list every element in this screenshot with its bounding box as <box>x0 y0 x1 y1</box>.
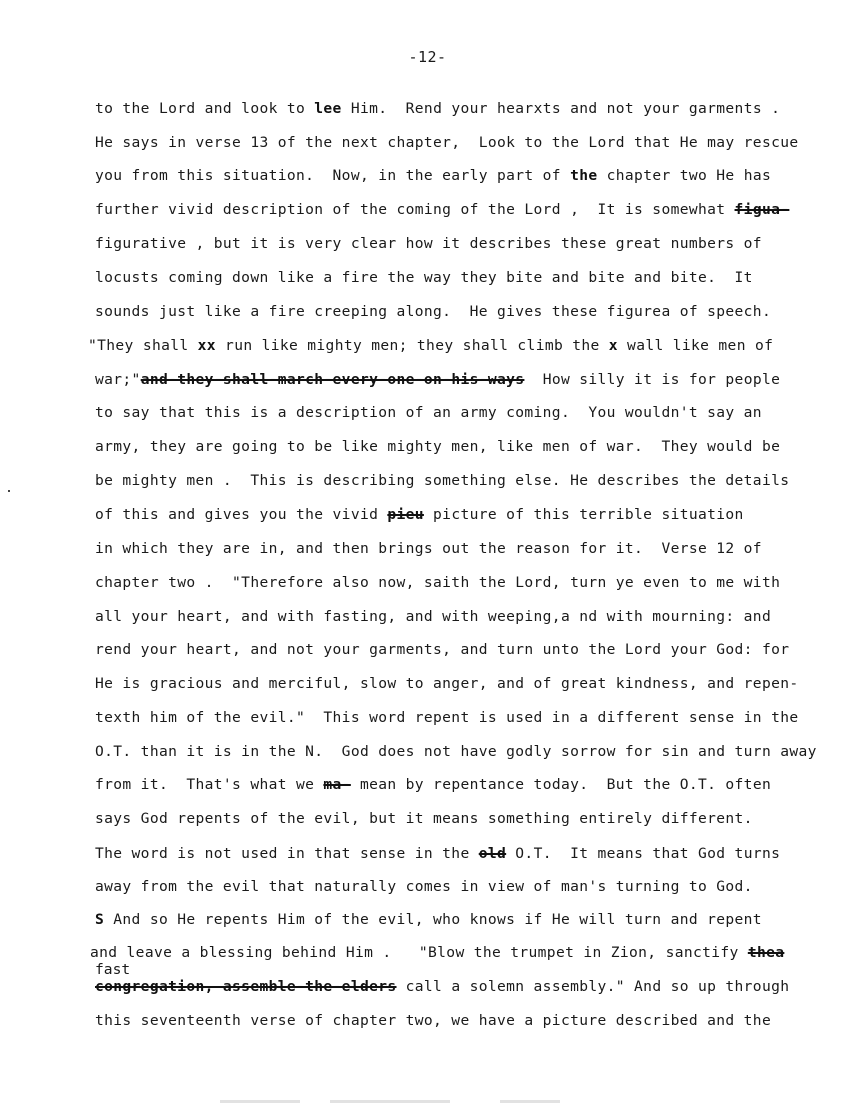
text-segment: of this and gives you the vivid <box>95 506 388 523</box>
text-line <box>95 98 780 120</box>
overtyped-text: lee <box>314 100 342 117</box>
text-segment: army, they are going to be like mighty men, like men of war. They would be <box>95 438 781 455</box>
text-line <box>95 267 753 289</box>
text-segment: figurative , but it is very clear how it describes these great numbers of <box>95 235 762 252</box>
text-segment: wall like men of <box>617 337 774 354</box>
text-segment: to the Lord and look to <box>95 100 315 117</box>
struck-text: old <box>478 845 507 862</box>
text-line <box>95 470 789 492</box>
text-segment: picture of this terrible situation <box>423 506 744 523</box>
text-segment: locusts coming down like a fire the way they bite and bite and bite. It <box>95 269 753 286</box>
text-segment: O.T. than it is in the N. God does not have godly sorrow for sin and turn away <box>95 743 817 760</box>
text-segment: war;" <box>95 371 141 388</box>
text-segment: "They shall <box>88 337 198 354</box>
text-segment: this seventeenth verse of chapter two, we have a picture described and the <box>95 1012 772 1029</box>
struck-text: and-they-shall-march-every-one-on-his-ways <box>140 371 525 388</box>
text-line <box>95 301 771 323</box>
text-line <box>95 504 744 526</box>
scan-noise <box>220 1100 300 1103</box>
text-line <box>95 707 799 729</box>
struck-text: pieu <box>387 506 424 523</box>
text-line <box>95 369 780 391</box>
text-segment: further vivid description of the coming of the Lord , It is somewhat <box>95 201 735 218</box>
text-line <box>95 876 753 898</box>
text-segment: sounds just like a fire creeping along. He gives these figurea of speech. <box>95 303 772 320</box>
text-segment: and leave a blessing behind Him . "Blow the trumpet in Zion, sanctify <box>90 944 748 961</box>
struck-text: thea <box>747 944 785 961</box>
text-segment: How silly it is for people <box>524 371 781 388</box>
text-line <box>95 132 799 154</box>
text-line <box>95 808 753 830</box>
text-segment: all your heart, and with fasting, and with weeping,a nd with mourning: and <box>95 608 772 625</box>
text-line <box>88 335 773 357</box>
text-line <box>95 606 771 628</box>
text-segment: chapter two He has <box>597 167 772 184</box>
text-line <box>95 402 762 424</box>
text-segment: in which they are in, and then brings out the reason for it. Verse 12 of <box>95 540 762 557</box>
text-line <box>95 199 789 221</box>
text-line <box>95 1010 771 1032</box>
text-segment: Him. Rend your hearxts and not your garments . <box>341 100 781 117</box>
text-line <box>95 436 780 458</box>
text-line <box>95 909 762 931</box>
text-segment: run like mighty men; they shall climb the <box>215 337 609 354</box>
page-number: -12- <box>408 48 447 66</box>
text-line <box>95 572 780 594</box>
scan-noise <box>330 1100 450 1103</box>
overtyped-text: xx <box>197 337 216 354</box>
text-segment: chapter two . "Therefore also now, saith the Lord, turn ye even to me with <box>95 574 781 591</box>
text-line <box>95 165 771 187</box>
text-segment: says God repents of the evil, but it means something entirely different. <box>95 810 753 827</box>
scan-noise <box>500 1100 560 1103</box>
text-segment: And so He repents Him of the evil, who knows if He will turn and repent <box>104 911 762 928</box>
text-segment: O.T. It means that God turns <box>506 845 781 862</box>
struck-text: congregation, assemble-the-elders <box>95 978 397 995</box>
text-segment: be mighty men . This is describing something else. He describes the details <box>95 472 790 489</box>
text-segment: He is gracious and merciful, slow to anger, and of great kindness, and repen- <box>95 675 799 692</box>
text-line <box>90 942 784 964</box>
text-segment: away from the evil that naturally comes in view of man's turning to God. <box>95 878 753 895</box>
overtyped-text: the <box>570 167 598 184</box>
text-segment: rend your heart, and not your garments, and turn unto the Lord your God: for <box>95 641 790 658</box>
text-line <box>95 639 789 661</box>
text-line <box>95 843 780 865</box>
overtyped-text: x <box>608 337 618 354</box>
text-line <box>95 233 762 255</box>
interlinear-insert: fast <box>95 961 131 978</box>
text-segment: from it. That's what we <box>95 776 324 793</box>
text-segment: to say that this is a description of an army coming. You wouldn't say an <box>95 404 762 421</box>
text-segment: texth him of the evil." This word repent is used in a different sense in the <box>95 709 799 726</box>
text-line <box>95 538 762 560</box>
text-line <box>95 673 799 695</box>
text-segment: The word is not used in that sense in the <box>95 845 479 862</box>
overtyped-text: S <box>95 911 105 928</box>
text-segment: call a solemn assembly." And so up through <box>396 978 790 995</box>
text-segment: mean by repentance today. But the O.T. often <box>350 776 772 793</box>
text-segment: you from this situation. Now, in the early part of <box>95 167 571 184</box>
text-segment: He says in verse 13 of the next chapter, Look to the Lord that He may rescue <box>95 134 799 151</box>
text-line <box>95 976 789 998</box>
text-line <box>95 741 817 763</box>
margin-speck <box>8 490 10 492</box>
struck-text: figua- <box>734 201 790 218</box>
struck-text: ma- <box>323 776 351 793</box>
text-line <box>95 774 771 796</box>
